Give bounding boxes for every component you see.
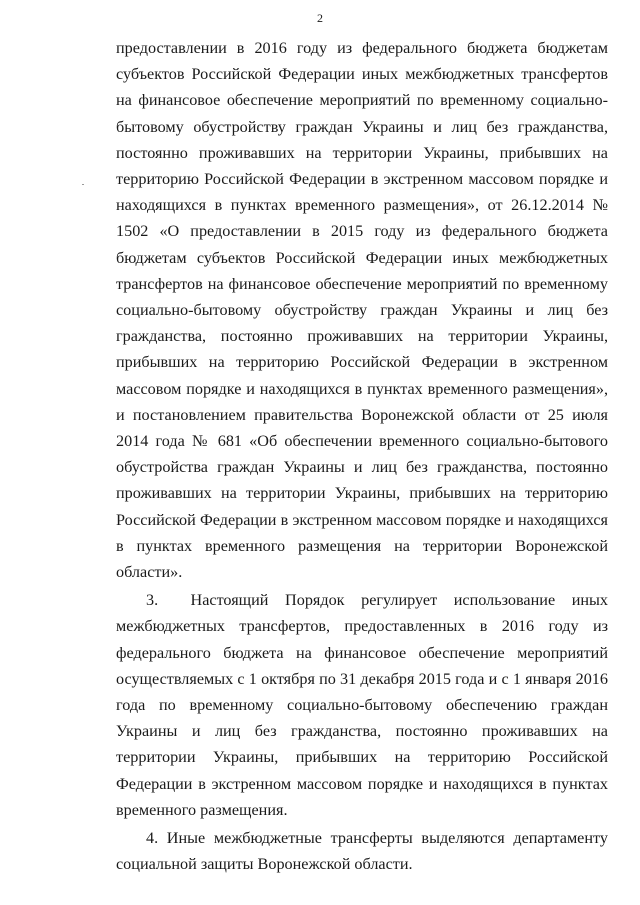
document-body [116, 35, 608, 878]
page-number: 2 [317, 11, 323, 25]
margin-mark [82, 184, 84, 185]
paragraph-item-4: 4. Иные межбюджетные трансферты выделяются департаменту социальной защиты Воронежской области. [116, 829, 608, 874]
paragraph-continuation: предоставлении в 2016 году из федерального бюджета бюджетам субъектов Российской Федерации иных межбюджетных трансфертов на финансовое обеспечение мероприятий по временному социально-бытовому обустройству граждан Украины и лиц без гражданства, постоянно проживавших на территории Украины, прибывших на территорию Российской Федерации в экстренном массовом порядке и находящихся в пунктах временного размещения», от 26.12.2014 № 1502 «О предоставлении в 2015 году из федерального бюджета бюджетам субъектов Российской Федерации иных межбюджетных трансфертов на финансовое обеспечение мероприятий по временному социально-бытовому обустройству граждан Украины и лиц без гражданства, постоянно проживавших на территории Украины, прибывших на территорию Российской Федерации в экстренном массовом порядке и находящихся в пунктах временного размещения», и постановлением правительства Воронежской области от 25 июля 2014 года № 681 «Об обеспечении временного социально-бытового обустройства граждан Украины и лиц без гражданства, постоянно проживавших на территории Украины, прибывших на территорию Российской Федерации в экстренном массовом порядке и находящихся в пунктах временного размещения на территории Воронежской области». [116, 39, 608, 582]
paragraph-item-3: 3. Настоящий Порядок регулирует использование иных межбюджетных трансфертов, предоставленных в 2016 году из федерального бюджета на финансовое обеспечение мероприятий осуществляемых с 1 октября по 31 декабря 2015 года и с 1 января 2016 года по временному социально-бытовому обеспечению граждан Украины и лиц без гражданства, постоянно проживавших на территории Украины, прибывших на территорию Российской Федерации в экстренном массовом порядке и находящихся в пунктах временного размещения. [116, 591, 608, 819]
